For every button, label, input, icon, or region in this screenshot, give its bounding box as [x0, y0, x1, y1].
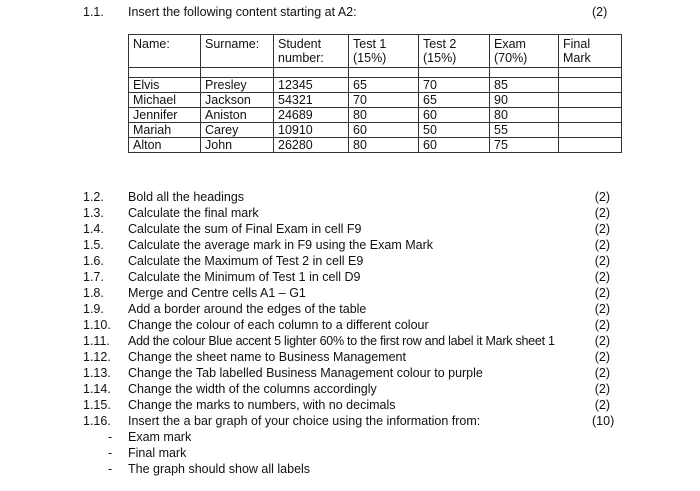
task-text: Merge and Centre cells A1 – G1 [128, 286, 306, 300]
cell-test2: 60 [419, 138, 490, 153]
cell-name: Mariah [129, 123, 201, 138]
task-marks: (2) [594, 254, 610, 268]
cell-surname: Presley [201, 78, 274, 93]
header-cell-test2: Test 2 (15%) [419, 35, 490, 68]
task-number: 1.6. [83, 254, 104, 268]
task-number: 1.5. [83, 238, 104, 252]
task-text: Calculate the final mark [128, 206, 259, 220]
list-item-text: The graph should show all labels [128, 462, 311, 476]
task-marks: (2) [594, 206, 610, 220]
table-row [129, 93, 622, 108]
task-number: 1.16. [83, 414, 111, 428]
task-marks: (2) [594, 190, 610, 204]
question-marks: (2) [592, 5, 608, 19]
task-text: Insert the a bar graph of your choice using the information from: [128, 414, 481, 428]
cell-test1: 80 [349, 138, 419, 153]
cell-exam: 90 [490, 93, 559, 108]
table-row [129, 108, 622, 123]
cell-final-mark [559, 108, 622, 123]
cell-test2: 65 [419, 93, 490, 108]
cell-test1: 70 [349, 93, 419, 108]
cell-test1: 65 [349, 78, 419, 93]
cell-student-number: 54321 [274, 93, 349, 108]
task-number: 1.14. [83, 382, 111, 396]
task-marks: (2) [594, 302, 610, 316]
task-number: 1.15. [83, 398, 111, 412]
task-text: Calculate the Minimum of Test 1 in cell D9 [128, 270, 361, 284]
cell-student-number: 10910 [274, 123, 349, 138]
cell-name: Alton [129, 138, 201, 153]
task-text: Change the marks to numbers, with no decimals [128, 398, 396, 412]
cell-student-number: 12345 [274, 78, 349, 93]
header-cell-exam: Exam (70%) [490, 35, 559, 68]
cell-test1: 60 [349, 123, 419, 138]
table-row [129, 138, 622, 153]
task-marks: (2) [594, 286, 610, 300]
bullet-dash: - [108, 430, 113, 444]
cell-test2: 60 [419, 108, 490, 123]
task-marks: (10) [592, 414, 615, 428]
table-header-row [129, 35, 622, 68]
task-text: Change the colour of each column to a different colour [128, 318, 429, 332]
task-number: 1.11. [83, 334, 110, 348]
task-text: Add the colour Blue accent 5 lighter 60% to the first row and label it Mark sheet 1 [128, 334, 555, 348]
task-number: 1.8. [83, 286, 104, 300]
cell-surname: Carey [201, 123, 274, 138]
cell-final-mark [559, 93, 622, 108]
cell-exam: 55 [490, 123, 559, 138]
task-number: 1.13. [83, 366, 111, 380]
task-number: 1.4. [83, 222, 104, 236]
task-marks: (2) [594, 318, 610, 332]
task-text: Calculate the average mark in F9 using the Exam Mark [128, 238, 433, 252]
cell-student-number: 24689 [274, 108, 349, 123]
cell-test2: 70 [419, 78, 490, 93]
task-number: 1.2. [83, 190, 104, 204]
cell-surname: Aniston [201, 108, 274, 123]
bullet-dash: - [108, 446, 113, 460]
task-marks: (2) [594, 222, 610, 236]
cell-surname: John [201, 138, 274, 153]
cell-exam: 75 [490, 138, 559, 153]
cell-student-number: 26280 [274, 138, 349, 153]
cell-exam: 85 [490, 78, 559, 93]
question-text: Insert the following content starting at A2: [128, 5, 357, 19]
list-item-text: Final mark [128, 446, 187, 460]
bullet-dash: - [108, 462, 113, 476]
task-number: 1.9. [83, 302, 104, 316]
task-marks: (2) [594, 366, 610, 380]
task-text: Change the sheet name to Business Management [128, 350, 406, 364]
cell-surname: Jackson [201, 93, 274, 108]
task-marks: (2) [594, 382, 610, 396]
cell-test2: 50 [419, 123, 490, 138]
task-text: Add a border around the edges of the table [128, 302, 367, 316]
list-item-text: Exam mark [128, 430, 192, 444]
cell-test1: 80 [349, 108, 419, 123]
task-number: 1.10. [83, 318, 111, 332]
task-marks: (2) [594, 398, 610, 412]
task-marks: (2) [594, 350, 610, 364]
task-number: 1.12. [83, 350, 111, 364]
cell-name: Elvis [129, 78, 201, 93]
table-spacer-row [129, 68, 622, 78]
task-text: Calculate the Maximum of Test 2 in cell E9 [128, 254, 364, 268]
cell-final-mark [559, 123, 622, 138]
task-number: 1.3. [83, 206, 104, 220]
task-marks: (2) [594, 270, 610, 284]
header-cell-surname: Surname: [201, 35, 274, 68]
cell-name: Michael [129, 93, 201, 108]
task-text: Calculate the sum of Final Exam in cell F9 [128, 222, 362, 236]
task-text: Change the Tab labelled Business Management colour to purple [128, 366, 483, 380]
header-cell-name: Name: [129, 35, 201, 68]
task-text: Bold all the headings [128, 190, 245, 204]
cell-name: Jennifer [129, 108, 201, 123]
cell-final-mark [559, 78, 622, 93]
header-cell-final-mark: Final Mark [559, 35, 622, 68]
task-text: Change the width of the columns accordingly [128, 382, 377, 396]
table-row [129, 123, 622, 138]
cell-exam: 80 [490, 108, 559, 123]
header-cell-test1: Test 1 (15%) [349, 35, 419, 68]
task-marks: (2) [594, 334, 610, 348]
table-row [129, 78, 622, 93]
content-table [128, 34, 622, 153]
question-number: 1.1. [83, 5, 104, 19]
task-number: 1.7. [83, 270, 104, 284]
cell-final-mark [559, 138, 622, 153]
task-marks: (2) [594, 238, 610, 252]
header-cell-student-number: Student number: [274, 35, 349, 68]
